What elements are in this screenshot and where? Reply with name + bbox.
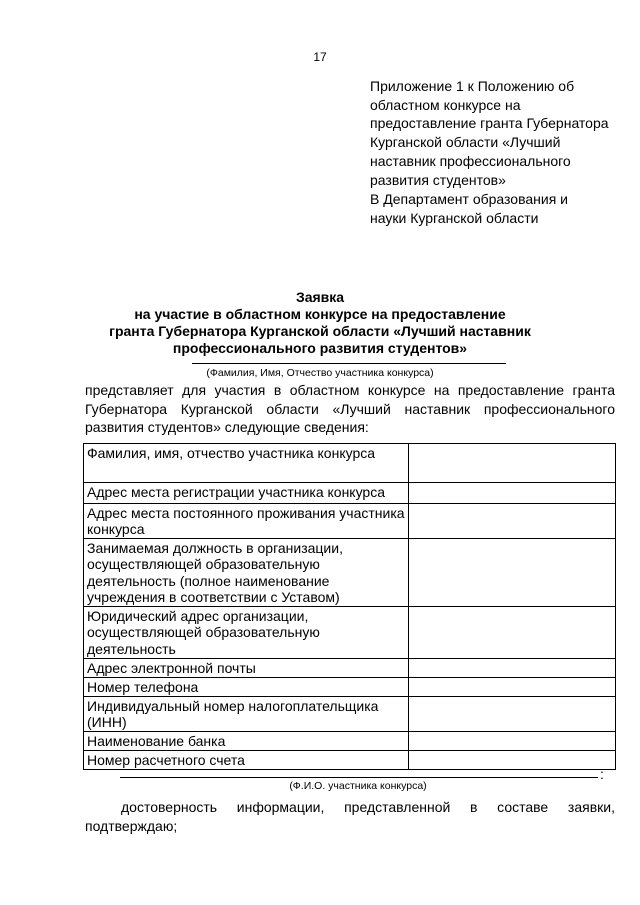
recipient-line: В Департамент образования и bbox=[370, 191, 569, 207]
table-row bbox=[84, 697, 616, 732]
row-label: Адрес электронной почты bbox=[84, 659, 409, 678]
appendix-line: развития студентов» bbox=[370, 171, 506, 188]
confirmation-paragraph bbox=[85, 798, 615, 835]
signature-caption: (Ф.И.О. участника конкурса) bbox=[289, 780, 427, 792]
table-row bbox=[84, 444, 616, 483]
appendix-line: предоставление гранта Губернатора bbox=[370, 115, 609, 132]
row-value-cell[interactable] bbox=[408, 483, 615, 504]
table-row bbox=[84, 659, 616, 678]
row-value-cell[interactable] bbox=[408, 504, 615, 539]
title-line: гранта Губернатора Курганской области «Лучший наставник bbox=[109, 323, 531, 339]
row-label: Юридический адрес организации, осуществляющей образовательную деятельность bbox=[84, 607, 409, 659]
row-label: Фамилия, имя, отчество участника конкурса bbox=[84, 444, 409, 483]
title-line: профессионального развития студентов» bbox=[172, 340, 468, 356]
row-label: Адрес места регистрации участника конкурса bbox=[84, 483, 409, 504]
participant-info-table bbox=[83, 443, 616, 770]
confirmation-line: подтверждаю; bbox=[85, 817, 178, 834]
title-line: на участие в областном конкурсе на предоставление bbox=[134, 306, 506, 322]
row-value-cell[interactable] bbox=[408, 697, 615, 732]
appendix-line: областном конкурсе на bbox=[370, 96, 521, 113]
row-label: Номер телефона bbox=[84, 678, 409, 697]
row-label: Индивидуальный номер налогоплательщика (ИНН) bbox=[84, 697, 409, 732]
table-row bbox=[84, 483, 616, 504]
table-row bbox=[84, 732, 616, 751]
row-value-cell[interactable] bbox=[408, 607, 615, 659]
row-label: Номер расчетного счета bbox=[84, 751, 409, 770]
signature-colon: : bbox=[600, 766, 604, 782]
participant-name-line[interactable] bbox=[192, 363, 506, 364]
row-value-cell[interactable] bbox=[408, 732, 615, 751]
document-title bbox=[0, 289, 640, 357]
participant-signature-line[interactable] bbox=[120, 777, 598, 778]
appendix-line: Курганской области «Лучший bbox=[370, 134, 561, 151]
title-heading: Заявка bbox=[295, 289, 345, 305]
row-value-cell[interactable] bbox=[408, 678, 615, 697]
row-label: Наименование банка bbox=[84, 732, 409, 751]
participant-name-caption: (Фамилия, Имя, Отчество участника конкурса) bbox=[206, 367, 434, 379]
row-label: Занимаемая должность в организации, осуществляющей образовательную деятельность (полное наименование учреждения в соответствии с Уставом) bbox=[84, 539, 409, 607]
table-row bbox=[84, 607, 616, 659]
intro-paragraph bbox=[85, 381, 615, 437]
appendix-line: наставник профессионального bbox=[370, 152, 571, 169]
row-value-cell[interactable] bbox=[408, 444, 615, 483]
recipient-address bbox=[370, 190, 620, 227]
page-number: 17 bbox=[313, 50, 327, 64]
table-row bbox=[84, 678, 616, 697]
intro-line: Губернатора Курганской области «Лучший наставник профессионального bbox=[85, 400, 615, 417]
intro-line: представляет для участия в областном конкурсе на предоставление гранта bbox=[85, 382, 615, 398]
table-row bbox=[84, 539, 616, 607]
intro-line: развития студентов» следующие сведения: bbox=[85, 419, 369, 435]
confirmation-line: достоверность информации, представленной в составе заявки, bbox=[121, 799, 615, 815]
recipient-line: науки Курганской области bbox=[370, 209, 539, 226]
appendix-note bbox=[370, 77, 620, 189]
table-row bbox=[84, 751, 616, 770]
row-value-cell[interactable] bbox=[408, 539, 615, 607]
table-row bbox=[84, 504, 616, 539]
row-label: Адрес места постоянного проживания участника конкурса bbox=[84, 504, 409, 539]
row-value-cell[interactable] bbox=[408, 659, 615, 678]
row-value-cell[interactable] bbox=[408, 751, 615, 770]
appendix-line: Приложение 1 к Положению об bbox=[370, 78, 575, 94]
